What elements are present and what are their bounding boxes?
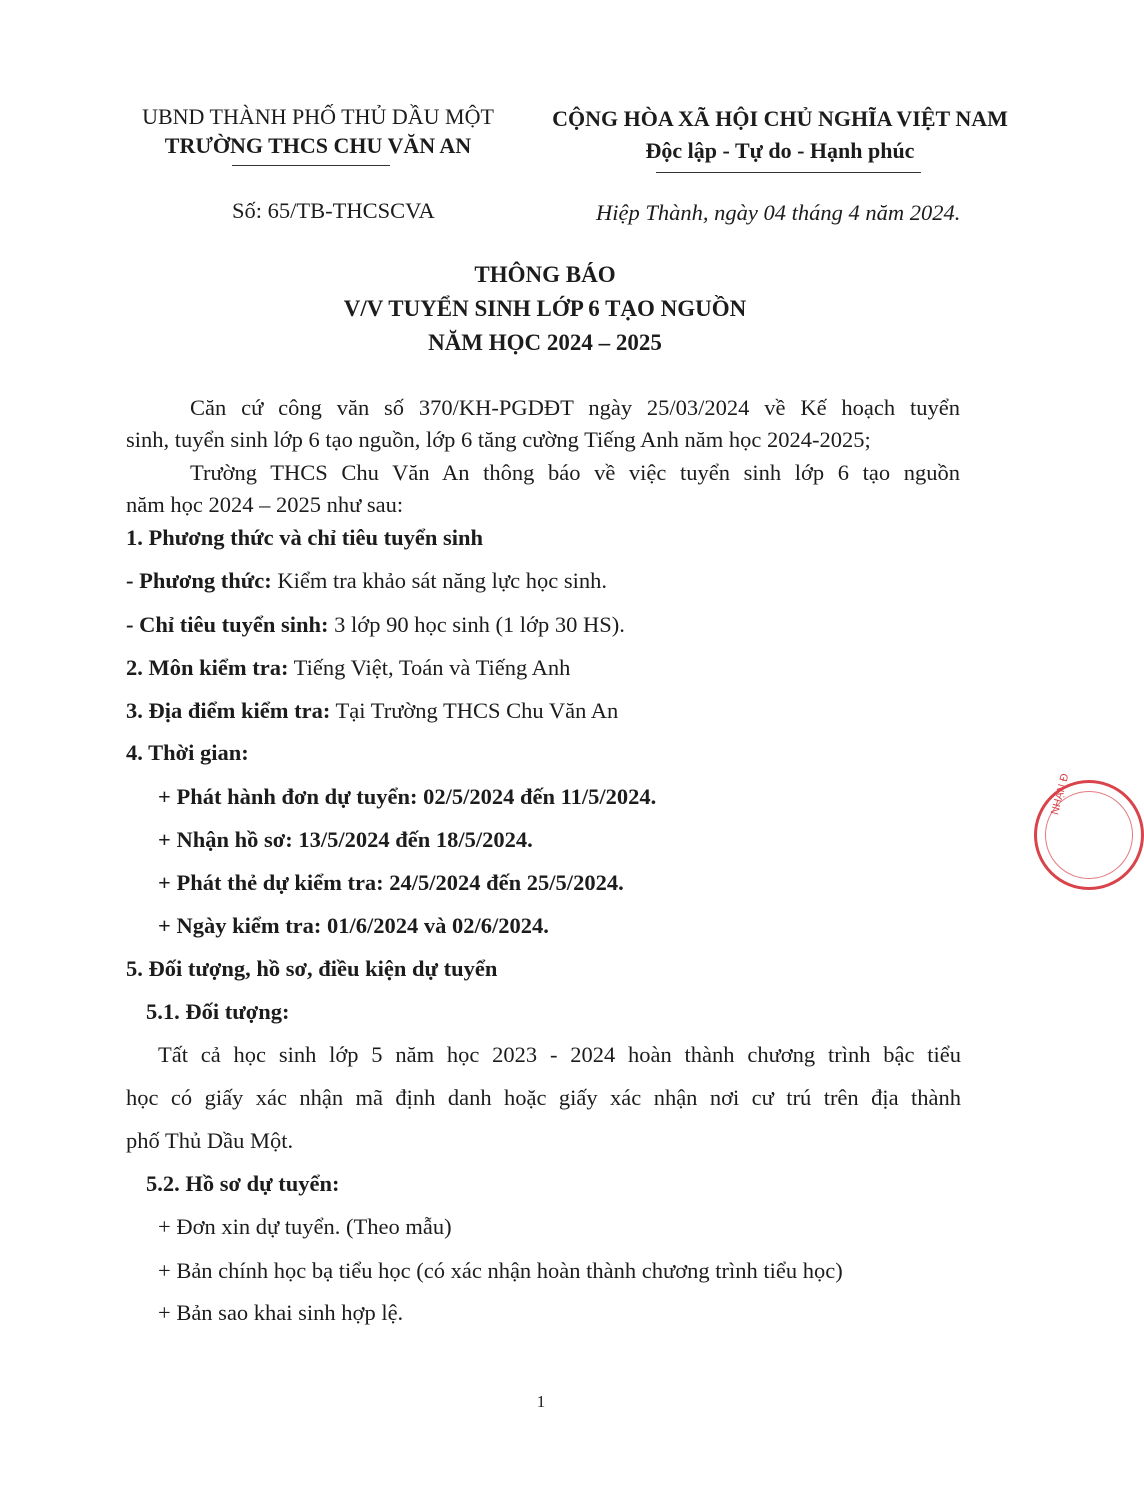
section3-label: 3. Địa điểm kiểm tra: [126, 698, 331, 723]
document-number: Số: 65/TB-THCSCVA [232, 198, 435, 223]
section2-line [126, 653, 570, 683]
school-year: NĂM HỌC 2024 – 2025 [428, 330, 662, 355]
section4-heading: 4. Thời gian: [126, 740, 249, 765]
section5-1-heading: 5.1. Đối tượng: [146, 999, 290, 1024]
seal-text: NHẬN Đ [1049, 772, 1072, 817]
section2-label: 2. Môn kiểm tra: [126, 655, 289, 680]
intro-p2-line1: Trường THCS Chu Văn An thông báo về việc tuyển sinh lớp 6 tạo nguồn [190, 460, 960, 485]
section5-2-heading: 5.2. Hồ sơ dự tuyển: [146, 1171, 340, 1196]
document-title: THÔNG BÁO [474, 262, 616, 287]
document-subject: V/V TUYỂN SINH LỚP 6 TẠO NGUỒN [343, 296, 747, 321]
section5-heading: 5. Đối tượng, hồ sơ, điều kiện dự tuyển [126, 956, 498, 981]
page-number: 1 [536, 1392, 546, 1411]
quota-label: - Chỉ tiêu tuyển sinh: [126, 612, 329, 637]
national-motto: Độc lập - Tự do - Hạnh phúc [645, 138, 915, 163]
place-date: Hiệp Thành, ngày 04 tháng 4 năm 2024. [596, 200, 961, 225]
dossier-item: + Đơn xin dự tuyển. (Theo mẫu) [158, 1214, 452, 1239]
method-line [126, 566, 607, 596]
section1-heading: 1. Phương thức và chỉ tiêu tuyển sinh [126, 525, 484, 550]
section5-1-line3: phố Thủ Dầu Một. [126, 1128, 294, 1153]
timeline-item: + Nhận hồ sơ: 13/5/2024 đến 18/5/2024. [158, 827, 533, 852]
section2-value: Tiếng Việt, Toán và Tiếng Anh [288, 655, 571, 680]
section3-line [126, 696, 618, 726]
intro-p1-line2: sinh, tuyển sinh lớp 6 tạo nguồn, lớp 6 tăng cường Tiếng Anh năm học 2024-2025; [126, 427, 871, 452]
method-label: - Phương thức: [126, 568, 272, 593]
issuer-school: TRƯỜNG THCS CHU VĂN AN [164, 133, 472, 158]
dossier-item: + Bản chính học bạ tiểu học (có xác nhận hoàn thành chương trình tiểu học) [158, 1258, 843, 1283]
quota-line [126, 610, 625, 640]
section3-value: Tại Trường THCS Chu Văn An [330, 698, 619, 723]
section5-1-line2: học có giấy xác nhận mã định danh hoặc giấy xác nhận nơi cư trú trên địa thành [126, 1085, 961, 1110]
section5-1-line1: Tất cả học sinh lớp 5 năm học 2023 - 2024 hoàn thành chương trình bậc tiểu [158, 1042, 961, 1067]
timeline-item: + Ngày kiểm tra: 01/6/2024 và 02/6/2024. [158, 913, 549, 938]
quota-value: 3 lớp 90 học sinh (1 lớp 30 HS). [328, 612, 625, 637]
method-value: Kiểm tra khảo sát năng lực học sinh. [271, 568, 607, 593]
intro-p2-line2: năm học 2024 – 2025 như sau: [126, 492, 404, 517]
dossier-item: + Bản sao khai sinh hợp lệ. [158, 1300, 404, 1325]
timeline-item: + Phát hành đơn dự tuyển: 02/5/2024 đến 11/5/2024. [158, 784, 657, 809]
national-title: CỘNG HÒA XÃ HỘI CHỦ NGHĨA VIỆT NAM [552, 106, 1008, 131]
motto-underline [656, 172, 921, 173]
issuer-authority: UBND THÀNH PHỐ THỦ DẦU MỘT [142, 104, 494, 129]
issuer-underline [232, 165, 390, 166]
timeline-item: + Phát thẻ dự kiểm tra: 24/5/2024 đến 25/5/2024. [158, 870, 624, 895]
intro-p1-line1: Căn cứ công văn số 370/KH-PGDĐT ngày 25/03/2024 về Kế hoạch tuyển [190, 395, 960, 420]
official-seal [1034, 772, 1144, 890]
